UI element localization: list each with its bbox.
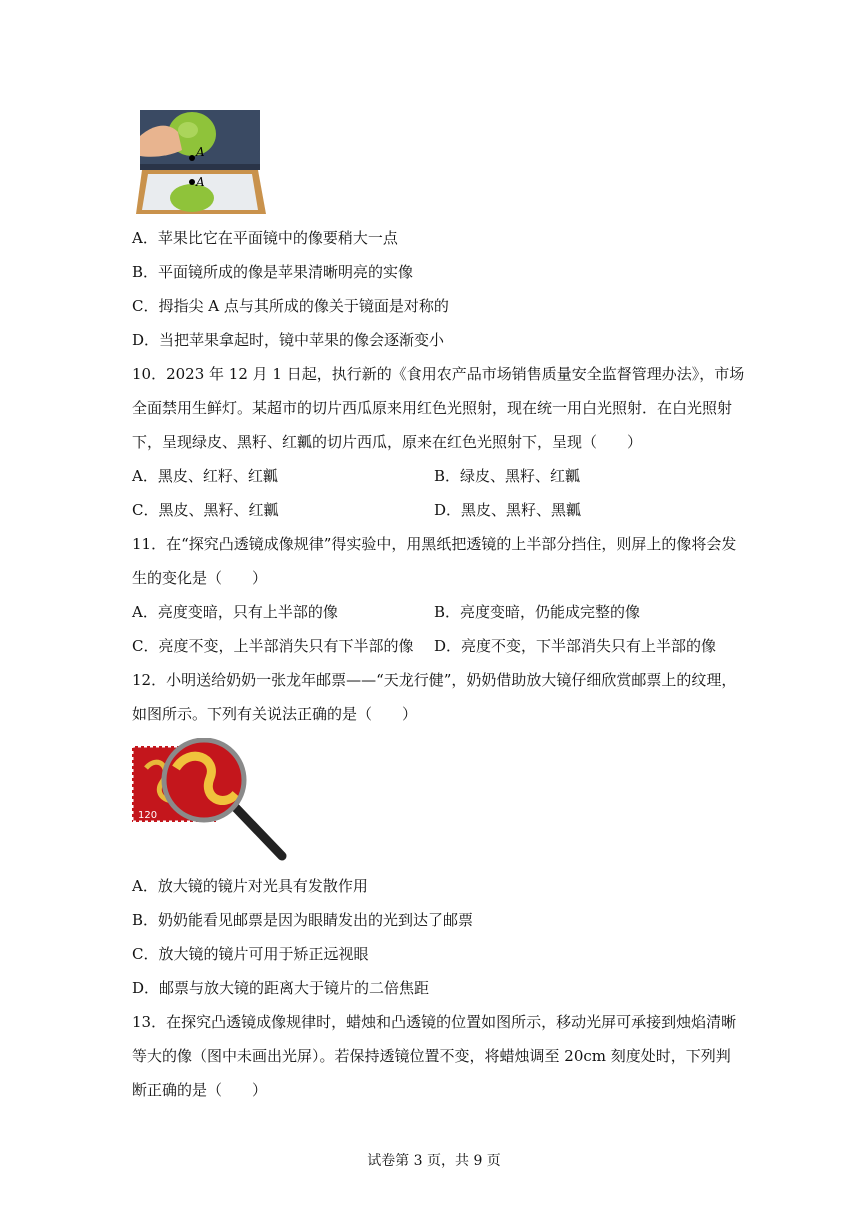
q10-stem-line-3: 下，呈现绿皮、黑籽、红瓤的切片西瓜，原来在红色光照射下，呈现（ ） <box>132 433 643 451</box>
q9-option-d: D．当把苹果拿起时，镜中苹果的像会逐渐变小 <box>132 331 445 349</box>
stamp-magnifier-figure <box>132 738 292 864</box>
q9-option-b: B．平面镜所成的像是苹果清晰明亮的实像 <box>132 263 414 281</box>
q10-option-d: D．黑皮、黑籽、黑瓤 <box>434 501 582 519</box>
q12-option-c: C．放大镜的镜片可用于矫正远视眼 <box>132 945 369 963</box>
apple-mirror-figure <box>136 106 268 218</box>
q13-stem-line-3: 断正确的是（ ） <box>132 1081 268 1099</box>
q12-option-d: D．邮票与放大镜的距离大于镜片的二倍焦距 <box>132 979 430 997</box>
q12-option-a: A．放大镜的镜片对光具有发散作用 <box>132 877 368 895</box>
page-footer: 试卷第 3 页，共 9 页 <box>367 1153 501 1169</box>
point-a <box>189 155 195 161</box>
magnifier-handle <box>236 808 282 856</box>
q9-option-c: C．拇指尖 A 点与其所成的像关于镜面是对称的 <box>132 297 449 315</box>
q11-option-d: D．亮度不变，下半部消失只有上半部的像 <box>434 637 717 655</box>
q12-stem-line-2: 如图所示。下列有关说法正确的是（ ） <box>132 705 418 723</box>
q10-stem-line-1: 10．2023 年 12 月 1 日起，执行新的《食用农产品市场销售质量安全监督管理办法》，市场 <box>132 365 745 383</box>
q11-option-a: A．亮度变暗，只有上半部的像 <box>132 603 338 621</box>
q10-option-b: B．绿皮、黑籽、红瓤 <box>434 467 581 485</box>
apple-reflection <box>170 184 214 212</box>
q11-option-b: B．亮度变暗，仍能成完整的像 <box>434 603 641 621</box>
q11-option-c: C．亮度不变，上半部消失只有下半部的像 <box>132 637 414 655</box>
point-a-image-label: A <box>196 175 205 189</box>
point-a-image <box>189 179 195 185</box>
q11-stem-line-2: 生的变化是（ ） <box>132 569 268 587</box>
stamp-value: 120 <box>138 810 158 821</box>
q10-stem-line-2: 全面禁用生鲜灯。某超市的切片西瓜原来用红色光照射，现在统一用白光照射．在白光照射 <box>132 399 733 417</box>
q9-option-a: A．苹果比它在平面镜中的像要稍大一点 <box>132 229 398 247</box>
q12-stem-line-1: 12．小明送给奶奶一张龙年邮票——“天龙行健”，奶奶借助放大镜仔细欣赏邮票上的纹理， <box>132 671 737 689</box>
q10-option-c: C．黑皮、黑籽、红瓤 <box>132 501 279 519</box>
q11-stem-line-1: 11．在“探究凸透镜成像规律”得实验中，用黑纸把透镜的上半部分挡住，则屏上的像将会发 <box>132 535 737 553</box>
q13-stem-line-1: 13．在探究凸透镜成像规律时，蜡烛和凸透镜的位置如图所示，移动光屏可承接到烛焰清晰 <box>132 1013 737 1031</box>
q13-stem-line-2: 等大的像（图中未画出光屏）。若保持透镜位置不变，将蜡烛调至 20cm 刻度处时，下列判 <box>132 1047 731 1065</box>
point-a-label: A <box>196 145 205 159</box>
q10-option-a: A．黑皮、红籽、红瓤 <box>132 467 278 485</box>
q12-option-b: B．奶奶能看见邮票是因为眼睛发出的光到达了邮票 <box>132 911 474 929</box>
